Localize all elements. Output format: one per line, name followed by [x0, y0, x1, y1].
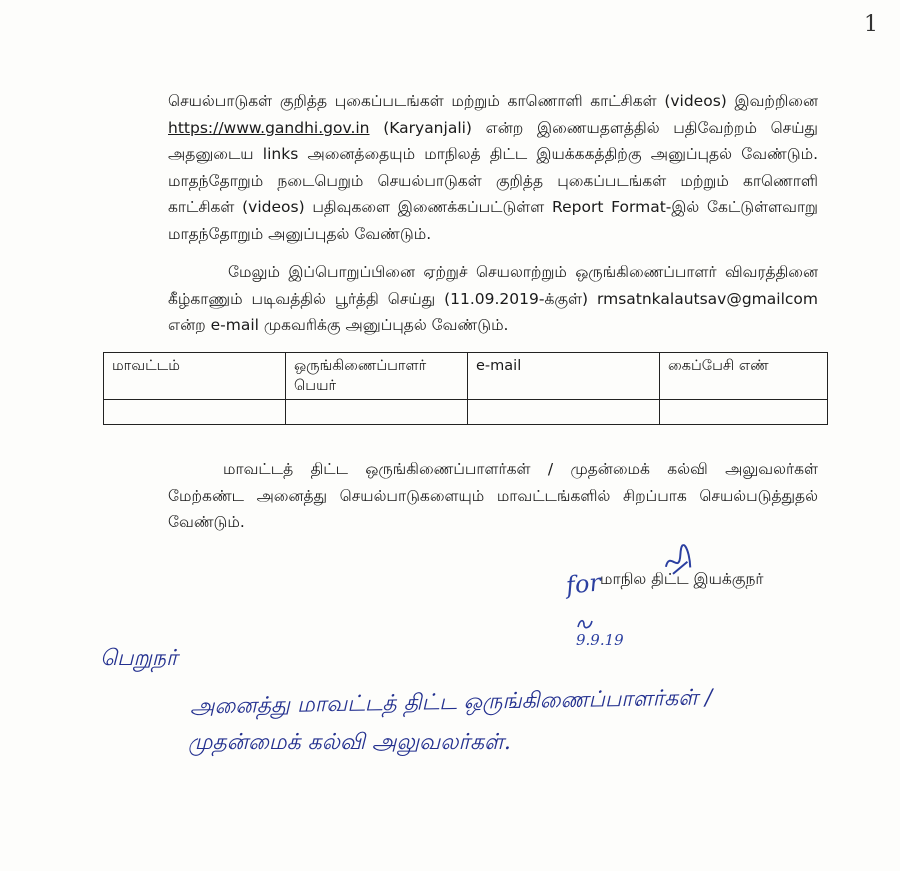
paragraph-upload-instructions [168, 88, 818, 247]
column-header-coordinator-name: ஒருங்கிணைப்பாளர் பெயர் [286, 353, 468, 400]
signatory-title: மாநில திட்ட இயக்குநர் [600, 570, 764, 588]
paragraph-implementation: மாவட்டத் திட்ட ஒருங்கிணைப்பாளர்கள் / முதன்மைக் கல்வி அலுவலர்கள் மேற்கண்ட அனைத்து செயல்பாடுகளையும் மாவட்டங்களில் சிறப்பாக செயல்படுத்துதல் வேண்டும். [168, 460, 818, 531]
cell-district [104, 400, 286, 425]
initials-icon [576, 617, 596, 631]
coordinator-details-table [103, 352, 828, 425]
paragraph1-text-b: (Karyanjali) என்ற இணையதளத்தில் பதிவேற்றம் செய்து அதனுடைய links அனைத்தையும் மாநிலத் திட்ட இயக்ககத்திற்கு அனுப்புதல் வேண்டும். மாதந்தோறும் நடைபெறும் செயல்பாடுகள் குறித்த புகைப்படங்கள் மற்றும் காணொளி காட்சிகள் (videos) பதிவுகளை இணைக்கப்பட்டுள்ள Report Format-இல் கேட்டுள்ளவாறு மாதந்தோறும் அனுப்புதல் வேண்டும். [168, 118, 818, 243]
cell-email [468, 400, 660, 425]
table-header-row [104, 353, 828, 400]
page-number: 1 [864, 12, 878, 37]
column-header-email: e-mail [468, 353, 660, 400]
table-row [104, 400, 828, 425]
paragraph-coordinator-details: மேலும் இப்பொறுப்பினை ஏற்றுச் செயலாற்றும் ஒருங்கிணைப்பாளர் விவரத்தினை கீழ்காணும் படிவத்தில் பூர்த்தி செய்து (11.09.2019-க்குள்) rmsatnkalautsav@gmailcom என்ற e-mail முகவரிக்கு அனுப்புதல் வேண்டும். [168, 263, 818, 334]
cell-coordinator-name [286, 400, 468, 425]
cell-mobile [660, 400, 828, 425]
handwritten-recipient-line2: முதன்மைக் கல்வி அலுவலர்கள். [188, 730, 511, 755]
column-header-district: மாவட்டம் [104, 353, 286, 400]
signature-date [576, 617, 624, 647]
handwritten-recipient-label: பெறுநர் [100, 646, 178, 671]
for-annotation: for [564, 568, 603, 600]
signature-date-text: 9.9.19 [576, 631, 624, 649]
column-header-mobile: கைப்பேசி எண் [660, 353, 828, 400]
handwritten-recipient-line1: அனைத்து மாவட்டத் திட்ட ஒருங்கிணைப்பாளர்கள் / [189, 685, 713, 720]
paragraph1-text-a: செயல்பாடுகள் குறித்த புகைப்படங்கள் மற்றும் காணொளி காட்சிகள் (videos) இவற்றினை [168, 92, 818, 110]
gandhi-portal-link[interactable]: https://www.gandhi.gov.in [168, 118, 370, 137]
